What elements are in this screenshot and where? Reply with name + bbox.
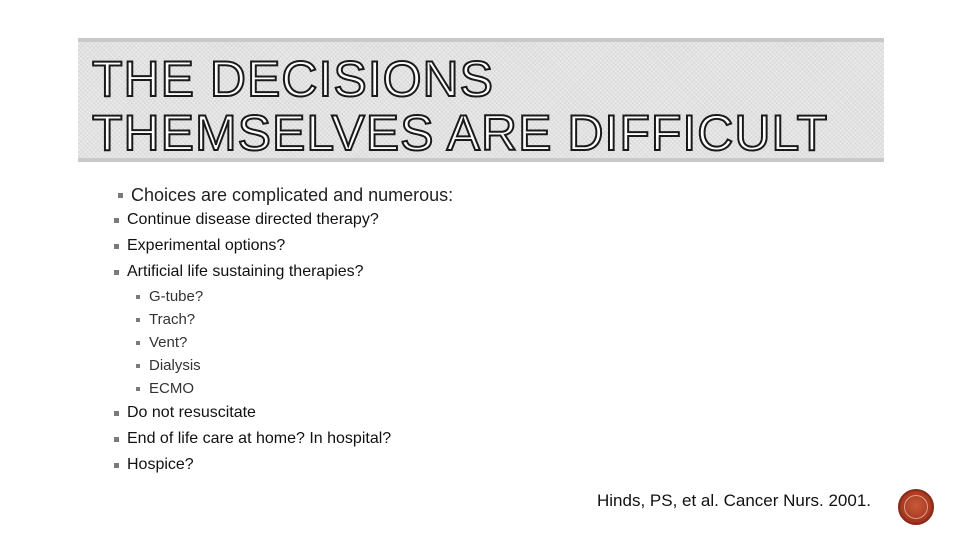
list-item — [114, 237, 285, 255]
list-item — [136, 288, 203, 305]
title-banner — [78, 38, 884, 162]
list-item — [114, 430, 391, 448]
list-item-text: End of life care at home? In hospital? — [127, 430, 392, 447]
bullet-icon — [114, 463, 119, 468]
list-item — [114, 211, 379, 229]
bullet-icon — [114, 437, 119, 442]
list-item-text: Hospice? — [127, 456, 194, 473]
list-item-main — [118, 185, 453, 206]
bullet-icon — [118, 193, 123, 198]
list-item-text: Vent? — [149, 334, 188, 351]
bullet-icon — [114, 218, 119, 223]
bullet-icon — [114, 270, 119, 275]
bullet-icon — [136, 318, 140, 322]
list-item-text: Experimental options? — [127, 237, 286, 254]
seal-icon — [898, 489, 934, 525]
list-item — [114, 404, 256, 422]
list-item-text: Choices are complicated and numerous: — [131, 185, 454, 205]
bullet-icon — [114, 244, 119, 249]
citation-text: Hinds, PS, et al. Cancer Nurs. 2001. — [597, 491, 872, 510]
list-item — [136, 357, 201, 374]
list-item — [136, 380, 194, 397]
list-item — [136, 311, 195, 328]
list-item-text: Trach? — [149, 311, 196, 328]
list-item-text: G-tube? — [149, 288, 204, 305]
list-item-text: Continue disease directed therapy? — [127, 211, 379, 228]
slide-title-line-2: THEMSELVES ARE DIFFICULT — [92, 105, 829, 161]
list-item — [114, 263, 364, 281]
list-item-text: ECMO — [149, 380, 194, 397]
bullet-icon — [114, 411, 119, 416]
list-item-text: Artificial life sustaining therapies? — [127, 263, 364, 280]
bullet-icon — [136, 387, 140, 391]
list-item-text: Do not resuscitate — [127, 404, 256, 421]
bullet-icon — [136, 295, 140, 299]
bullet-icon — [136, 341, 140, 345]
slide-title-line-1: THE DECISIONS — [92, 51, 494, 107]
bullet-icon — [136, 364, 140, 368]
list-item — [136, 334, 187, 351]
list-item-text: Dialysis — [149, 357, 201, 374]
list-item — [114, 456, 194, 474]
